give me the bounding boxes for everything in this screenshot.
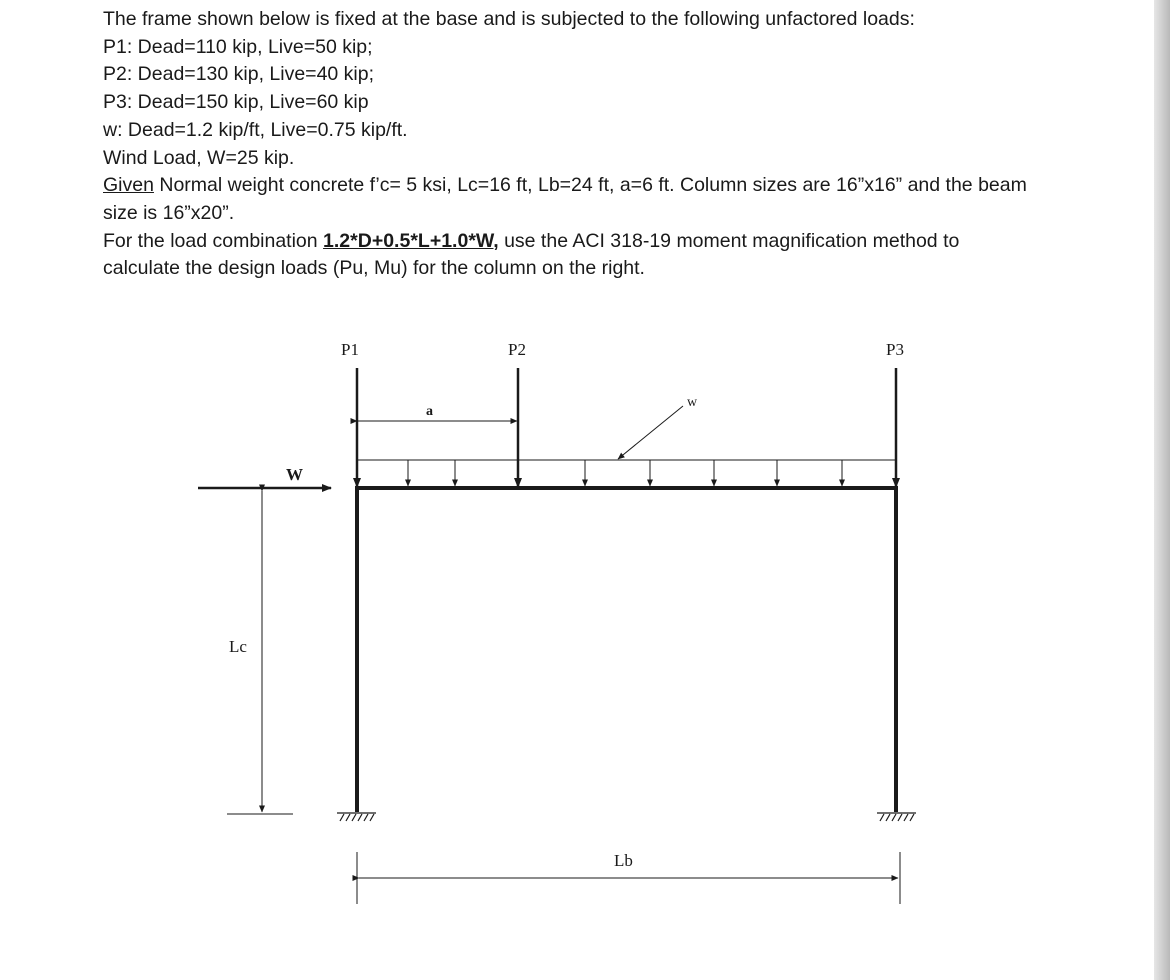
wind-label: W xyxy=(286,465,303,484)
w-distributed-label: w xyxy=(687,395,698,410)
lb-label: Lb xyxy=(614,851,633,870)
load-w-line: w: Dead=1.2 kip/ft, Live=0.75 kip/ft. xyxy=(103,118,408,141)
task-line: calculate the design loads (Pu, Mu) for the column on the right. xyxy=(103,257,645,280)
given-text: Normal weight concrete f’c= 5 ksi, Lc=16 ft, Lb=24 ft, a=6 ft. Column sizes are 16”x16” and the beam xyxy=(153,174,1027,197)
load-p3-line: P3: Dead=150 kip, Live=60 kip xyxy=(103,91,369,114)
lc-label: Lc xyxy=(229,637,247,656)
intro-line: The frame shown below is fixed at the base and is subjected to the following unfactored loads: xyxy=(103,8,915,30)
load-p2-line: P2: Dead=130 kip, Live=40 kip; xyxy=(103,63,375,86)
load-combination: 1.2*D+0.5*L+1.0*W, xyxy=(323,229,499,252)
frame-members xyxy=(355,488,898,812)
p2-label: P2 xyxy=(508,340,526,359)
p3-label: P3 xyxy=(886,340,904,359)
given-line-2: size is 16”x20”. xyxy=(103,201,235,224)
wind-load-line: Wind Load, W=25 kip. xyxy=(103,146,295,169)
p1-label: P1 xyxy=(341,340,359,359)
w-leader-line xyxy=(618,406,683,459)
distributed-load xyxy=(357,406,896,486)
a-label: a xyxy=(426,404,433,419)
left-fixed-support xyxy=(337,813,376,821)
given-label: Given xyxy=(103,174,154,197)
page-edge-shadow xyxy=(1154,0,1170,980)
load-p1-line: P1: Dead=110 kip, Live=50 kip; xyxy=(103,35,373,58)
combination-suffix: use the ACI 318-19 moment magnification method to xyxy=(498,229,960,252)
right-fixed-support xyxy=(877,813,916,821)
combination-prefix: For the load combination xyxy=(103,229,324,252)
